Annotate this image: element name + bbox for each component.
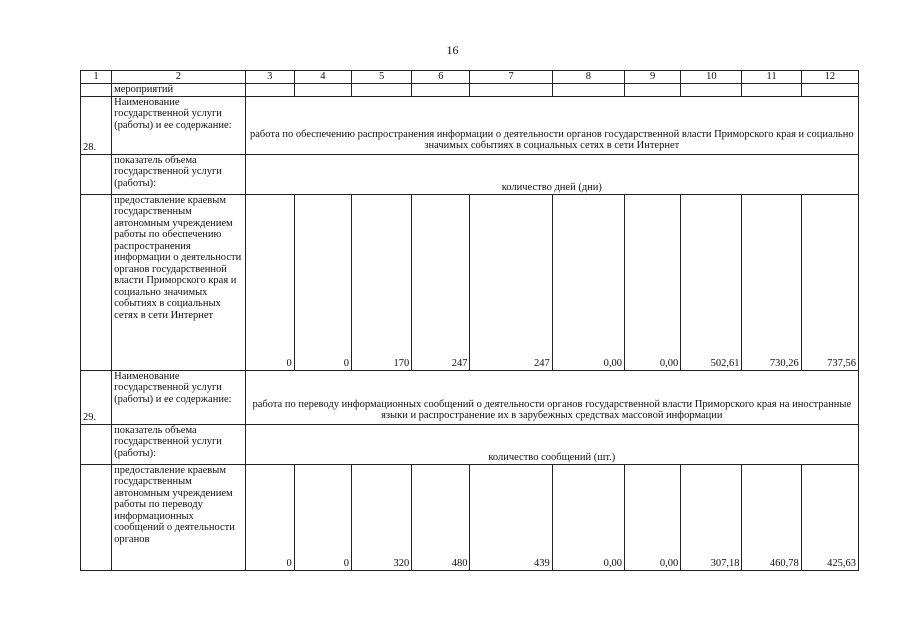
- item-name-row: [81, 370, 859, 424]
- volume-value: количество сообщений (шт.): [245, 424, 858, 464]
- provision-label: предоставление краевым государственным автономным учреждением работы по переводу информационных сообщений о деятельности органов: [112, 464, 246, 570]
- value-cell: 425,63: [801, 464, 858, 570]
- col-header: 1: [81, 71, 112, 84]
- value-cell: 439: [470, 464, 552, 570]
- col-header: 2: [112, 71, 246, 84]
- name-value: работа по обеспечению распространения информации о деятельности органов государственной власти Приморского края и социально значимых событиях в социальных сетях в сети Интернет: [245, 96, 858, 154]
- value-cell: 460,78: [742, 464, 801, 570]
- volume-row: [81, 154, 859, 194]
- name-label: Наименование государственной услуги (работы) и ее содержание:: [112, 96, 246, 154]
- value-cell: 0,00: [625, 464, 681, 570]
- col-header: 3: [245, 71, 294, 84]
- continuation-label: мероприятий: [112, 84, 246, 97]
- value-cell: 0,00: [625, 194, 681, 370]
- value-cell: 0: [245, 464, 294, 570]
- budget-table: [80, 70, 859, 571]
- provision-row: [81, 464, 859, 570]
- item-number: 28.: [81, 96, 112, 154]
- continuation-row: [81, 84, 859, 97]
- volume-value: количество дней (дни): [245, 154, 858, 194]
- value-cell: 247: [412, 194, 470, 370]
- value-cell: 0: [294, 194, 351, 370]
- value-cell: 170: [352, 194, 412, 370]
- col-header: 9: [625, 71, 681, 84]
- value-cell: 0: [245, 194, 294, 370]
- name-label: Наименование государственной услуги (работы) и ее содержание:: [112, 370, 246, 424]
- name-value: работа по переводу информационных сообщений о деятельности органов государственной власти Приморского края на иностранные языки и распространение их в зарубежных средствах массовой информации: [245, 370, 858, 424]
- value-cell: 0,00: [552, 194, 624, 370]
- volume-label: показатель объема государственной услуги (работы):: [112, 154, 246, 194]
- page-number: 16: [446, 43, 459, 57]
- col-header: 6: [412, 71, 470, 84]
- value-cell: 730,26: [742, 194, 801, 370]
- col-header: 8: [552, 71, 624, 84]
- volume-label: показатель объема государственной услуги (работы):: [112, 424, 246, 464]
- col-header: 5: [352, 71, 412, 84]
- header-row: [81, 71, 859, 84]
- value-cell: 480: [412, 464, 470, 570]
- provision-row: [81, 194, 859, 370]
- value-cell: 0,00: [552, 464, 624, 570]
- item-name-row: [81, 96, 859, 154]
- value-cell: 307,18: [681, 464, 742, 570]
- col-header: 7: [470, 71, 552, 84]
- value-cell: 0: [294, 464, 351, 570]
- col-header: 12: [801, 71, 858, 84]
- col-header: 11: [742, 71, 801, 84]
- volume-row: [81, 424, 859, 464]
- value-cell: 320: [352, 464, 412, 570]
- col-header: 4: [294, 71, 351, 84]
- provision-label: предоставление краевым государственным автономным учреждением работы по обеспечению распространения информации о деятельности органов государственной власти Приморского края и социально значимых событиях в социальных сетях в сети Интернет: [112, 194, 246, 370]
- col-header: 10: [681, 71, 742, 84]
- value-cell: 737,56: [801, 194, 858, 370]
- value-cell: 247: [470, 194, 552, 370]
- value-cell: 502,61: [681, 194, 742, 370]
- item-number: 29.: [81, 370, 112, 424]
